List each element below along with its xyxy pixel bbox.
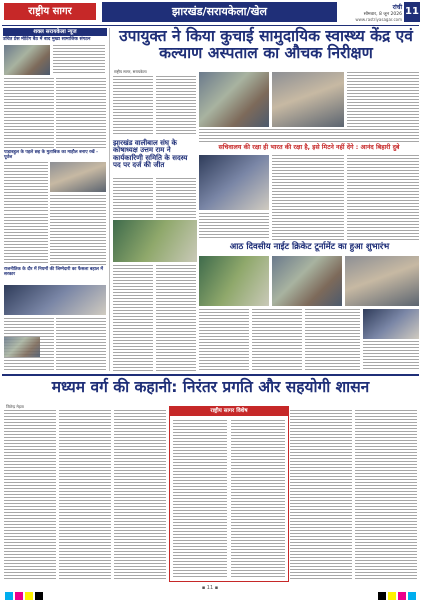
special-box	[169, 406, 289, 582]
mid-text-col-1	[272, 155, 344, 240]
website-url: www.rastriyasagar.com	[355, 17, 402, 22]
left-photo-2	[50, 162, 106, 192]
edition-date: सोमवार, 8 जून 2026	[363, 12, 402, 17]
left-headline-1: उचित प्रेस मीटिंग बैठ में बाद मुख्य सामाजिक संगठन	[3, 37, 91, 42]
left-text-block-5	[50, 195, 106, 265]
special-box-col-2	[231, 420, 285, 577]
left-kicker: शक्ल सरायकेला न्यूज	[3, 28, 107, 36]
sub-text-col-4	[156, 265, 196, 371]
masthead-rule	[2, 25, 419, 26]
edition-city: रांची	[392, 4, 402, 11]
mid-banner-headline: सचिवालय की रक्षा ही भारत की रक्षा है, इसे मिटने नहीं देंगे : आनंद बिहारी दुबे	[218, 144, 400, 151]
main-photo-2	[272, 72, 344, 127]
sports-text-col-2	[252, 309, 302, 371]
main-byline: राष्ट्रीय सागर, सरायकेला	[114, 69, 147, 74]
sports-text-col-3	[305, 309, 360, 371]
sports-photo-1	[199, 256, 269, 306]
main-text-col-2	[156, 76, 196, 136]
section-rule	[2, 374, 419, 376]
section-title: झारखंड/सरायकेला/खेल	[102, 2, 337, 22]
left-text-block-3	[56, 78, 106, 148]
footer-page-marker: ▪ 11 ▪	[201, 585, 219, 591]
sports-photo-2	[272, 256, 342, 306]
mid-text-col-3	[199, 213, 269, 240]
main-headline: उपायुक्त ने किया कुचाई सामुदायिक स्वास्थ्य केंद्र एवं कल्याण अस्पताल का औचक निरीक्षण	[119, 27, 413, 63]
sports-text-col-1	[199, 309, 249, 371]
left-photo-4	[4, 337, 40, 357]
footer-strip	[0, 583, 421, 595]
bottom-text-col-1	[4, 410, 56, 580]
special-box-col-1	[173, 420, 227, 577]
bottom-text-col-3	[114, 410, 166, 580]
left-photo-1	[4, 45, 50, 75]
sports-photo-3	[345, 256, 419, 306]
bottom-headline: मध्यम वर्ग की कहानी: निरंतर प्रगति और सहयोगी शासन	[51, 378, 370, 396]
bottom-text-col-5	[355, 410, 417, 580]
left-text-block-4	[4, 162, 48, 212]
column-separator	[109, 28, 110, 371]
bottom-text-col-4	[290, 410, 352, 580]
main-text-col-3	[347, 72, 419, 127]
masthead	[0, 0, 421, 24]
left-text-block-6	[4, 214, 48, 264]
left-text-block-8	[56, 318, 106, 370]
special-box-title: राष्ट्रीय सागर विशेष	[170, 407, 288, 416]
mid-text-col-2	[347, 155, 419, 240]
left-headline-3a: राजनीतिक के दौर में नियमों की जिम्मेदारी का फैसला	[4, 267, 89, 272]
left-text-block-1	[53, 45, 105, 75]
bottom-byline: जितेन्द्र मेहता	[6, 404, 24, 409]
main-text-strip	[199, 129, 419, 143]
bottom-text-col-2	[59, 410, 111, 580]
left-headline-2: पाड़ाबहुल के पहले छह के मुताबिक का माहौल बनाए रखें - पूर्वज	[4, 150, 98, 160]
sports-headline: आठ दिवसीय नाईट क्रिकेट टूर्नामेंट का हुआ शुभारंभ	[229, 242, 390, 252]
sub-text-col-1	[113, 178, 153, 218]
volleyball-photo	[113, 220, 197, 262]
left-column	[3, 28, 107, 43]
left-headline-3	[4, 268, 106, 277]
masthead-meta	[338, 3, 402, 21]
main-text-col-1	[113, 76, 153, 136]
sports-text-col-4	[363, 341, 419, 371]
page-number: 11	[404, 2, 420, 22]
sub-headline: झारखंड वालीबाल संघ के कोषाध्यक्ष उत्तम राम ने कार्यकारिणी समिति के सदस्य पद पर दर्ज की जीत	[113, 139, 188, 170]
left-photo-3	[4, 285, 106, 315]
sub-text-col-3	[113, 265, 153, 371]
sub-text-col-2	[156, 178, 196, 218]
sports-photo-4	[363, 309, 419, 339]
newspaper-brand: राष्ट्रीय सागर	[4, 3, 96, 20]
mid-photo	[199, 155, 269, 210]
main-photo-1	[199, 72, 269, 127]
left-text-block-2	[4, 78, 54, 148]
left-headline-3b: बहाल में सरकार	[4, 267, 104, 277]
